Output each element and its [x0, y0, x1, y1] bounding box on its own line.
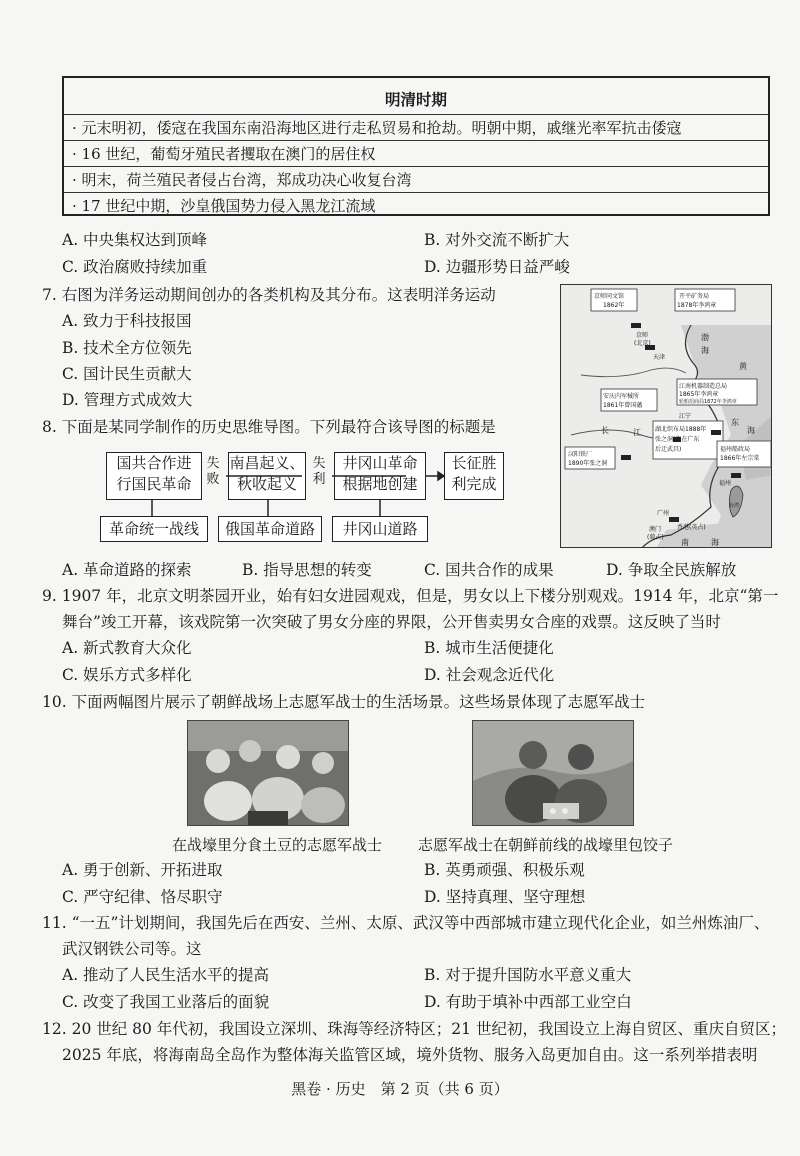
map-label: 开平矿务局 [679, 293, 710, 300]
q11-option-d[interactable]: D. 有助于填补中西部工业空白 [424, 993, 632, 1011]
box-row: · 元末明初，倭寇在我国东南沿海地区进行走私贸易和抢劫。明朝中期，戚继光率军抗击倭寇 [64, 114, 768, 140]
map-label: (葡占) [647, 534, 664, 541]
map-label: 汉阳铁厂 [568, 451, 593, 458]
photo-soldiers-dumplings [472, 720, 634, 826]
node-text: 南昌起义、 [229, 454, 305, 472]
map-label: 福州船政局 [720, 446, 751, 453]
map-label: 黄 [739, 362, 747, 371]
info-box [62, 76, 770, 216]
map-label: 东 [731, 418, 739, 427]
q6-option-b[interactable]: B. 对外交流不断扩大 [424, 231, 570, 249]
q10-option-a[interactable]: A. 勇于创新、开拓进取 [62, 861, 223, 879]
box-title: 明清时期 [384, 90, 447, 109]
q7-option-c[interactable]: C. 国计民生贡献大 [62, 365, 192, 383]
node-text: 利完成 [451, 475, 497, 493]
photo-image [188, 721, 348, 825]
node-text: 井冈山革命 [342, 454, 418, 472]
q8-option-b[interactable]: B. 指导思想的转变 [242, 561, 372, 579]
q10-option-d[interactable]: D. 坚持真理、坚守理想 [424, 888, 586, 906]
map-label: 香港(英占) [677, 524, 706, 531]
map-label: 京师 [636, 332, 649, 339]
photo-image [473, 721, 633, 825]
map-label: 江南机器制造总局 [679, 383, 728, 390]
q11-stem-line1: 11. “一五”计划期间，我国先后在西安、兰州、太原、武汉等中西部城市建立现代化企业，如兰州炼油厂、 [42, 914, 770, 932]
map-label: 福州 [719, 480, 732, 487]
q8-option-d[interactable]: D. 争取全民族解放 [606, 561, 737, 579]
q10-option-c[interactable]: C. 严守纪律、恪尽职守 [62, 888, 223, 906]
arrow-head [438, 472, 444, 480]
q10-stem: 10. 下面两幅图片展示了朝鲜战场上志愿军战士的生活场景。这些场景体现了志愿军战士 [42, 693, 646, 711]
map-label: 海 [701, 346, 709, 355]
q9-stem-line2: 舞台”竣工开幕，该戏院第一次突破了男女分座的界限，公开售卖男女合座的戏票。这反映了当时 [62, 613, 721, 631]
map-label: 长 [601, 426, 609, 435]
node-text: 国共合作进 [116, 454, 192, 472]
box-row: · 17 世纪中期，沙皇俄国势力侵入黑龙江流域 [64, 192, 768, 216]
q9-option-a[interactable]: A. 新式教育大众化 [62, 639, 192, 657]
map-label: 南 [681, 538, 689, 547]
q11-option-c[interactable]: C. 改变了我国工业落后的面貌 [62, 993, 270, 1011]
mindmap-bottom-1: 革命统一战线 [100, 516, 208, 542]
map-label: 澳门 [649, 526, 662, 533]
q9-stem-line1: 9. 1907 年，北京文明茶园开业，始有妇女进园观戏，但是，男女以上下楼分别观戏。1914 年，北京“第一 [42, 587, 779, 605]
page-footer: 黑卷 · 历史 第 2 页（共 6 页） [291, 1080, 509, 1098]
map-label: 海 [711, 538, 719, 547]
map-label: 广州 [657, 510, 670, 517]
map-label: 张之洞(先在广东 [655, 436, 700, 443]
mindmap-bottom-3: 井冈山道路 [332, 516, 428, 542]
q8-stem: 8. 下面是某同学制作的历史思维导图。下列最符合该导图的标题是 [42, 418, 496, 436]
photo-caption-2: 志愿军战士在朝鲜前线的战壕里包饺子 [418, 836, 674, 854]
map-label: 1866年左宗棠 [720, 455, 760, 462]
q9-option-b[interactable]: B. 城市生活便捷化 [424, 639, 554, 657]
node-text: 行国民革命 [116, 475, 192, 493]
photo-soldiers-potatoes [187, 720, 349, 826]
map-label: 江宁 [679, 413, 692, 420]
mindmap-bottom-2: 俄国革命道路 [218, 516, 322, 542]
map-label: 1890年张之洞 [568, 460, 608, 467]
q11-option-a[interactable]: A. 推动了人民生活水平的提高 [62, 966, 270, 984]
map-label: 1865年李鸿章 [679, 391, 719, 398]
q7-stem: 7. 右图为洋务运动期间创办的各类机构及其分布。这表明洋务运动 [42, 286, 496, 304]
map-label: 海 [747, 426, 755, 435]
q10-option-b[interactable]: B. 英勇顽强、积极乐观 [424, 861, 585, 879]
map-label: 1878年李鸿章 [677, 302, 717, 309]
q8-option-c[interactable]: C. 国共合作的成果 [424, 561, 554, 579]
map-label: 京师同文馆 [594, 293, 625, 300]
map-label: 1862年 [603, 302, 625, 309]
q8-option-a[interactable]: A. 革命道路的探索 [62, 561, 192, 579]
map-label: 天津 [653, 354, 666, 361]
map-label: 湖北织布局1888年 [655, 426, 707, 433]
photo-caption-1: 在战壕里分食土豆的志愿军战士 [172, 836, 383, 854]
box-row: · 16 世纪，葡萄牙殖民者攫取在澳门的居住权 [64, 140, 768, 166]
q7-option-d[interactable]: D. 管理方式成效大 [62, 391, 193, 409]
map-label: 轮船招商局1872年李鸿章 [679, 399, 737, 405]
map-label: (北京) [634, 340, 651, 347]
map-label: 1861年曾国藩 [603, 402, 643, 409]
map-label: 江 [633, 428, 641, 437]
q7-option-b[interactable]: B. 技术全方位领先 [62, 339, 192, 357]
node-text: 秋收起义 [236, 475, 297, 493]
q12-stem-line1: 12. 20 世纪 80 年代初，我国设立深圳、珠海等经济特区；21 世纪初，我国设立上海自贸区、重庆自贸区； [42, 1020, 786, 1038]
box-row: · 明末，荷兰殖民者侵占台湾，郑成功决心收复台湾 [64, 166, 768, 192]
map-label: 安庆内军械所 [603, 393, 640, 400]
map-label: 台湾 [729, 503, 740, 509]
map-drawing [561, 285, 772, 548]
node-text: 根据地创建 [342, 475, 418, 493]
q12-stem-line2: 2025 年底，将海南岛全岛作为整体海关监管区域，境外货物、服务入岛更加自由。这一系列举措表明 [62, 1046, 758, 1064]
yangwu-map [560, 284, 772, 548]
q9-option-c[interactable]: C. 娱乐方式多样化 [62, 666, 192, 684]
q11-stem-line2: 武汉钢铁公司等。这 [62, 940, 202, 958]
mindmap-tag-setback: 失利 [312, 456, 326, 487]
q6-option-a[interactable]: A. 中央集权达到顶峰 [62, 231, 208, 249]
map-label: 渤 [701, 333, 709, 342]
q9-option-d[interactable]: D. 社会观念近代化 [424, 666, 555, 684]
q7-option-a[interactable]: A. 致力于科技报国 [62, 312, 192, 330]
map-label: 后迁武昌) [655, 446, 682, 453]
q11-option-b[interactable]: B. 对于提升国防水平意义重大 [424, 966, 632, 984]
mindmap-tag-fail: 失败 [206, 456, 220, 487]
q6-option-d[interactable]: D. 边疆形势日益严峻 [424, 258, 570, 276]
node-text: 长征胜 [451, 454, 497, 472]
q6-option-c[interactable]: C. 政治腐败持续加重 [62, 258, 208, 276]
